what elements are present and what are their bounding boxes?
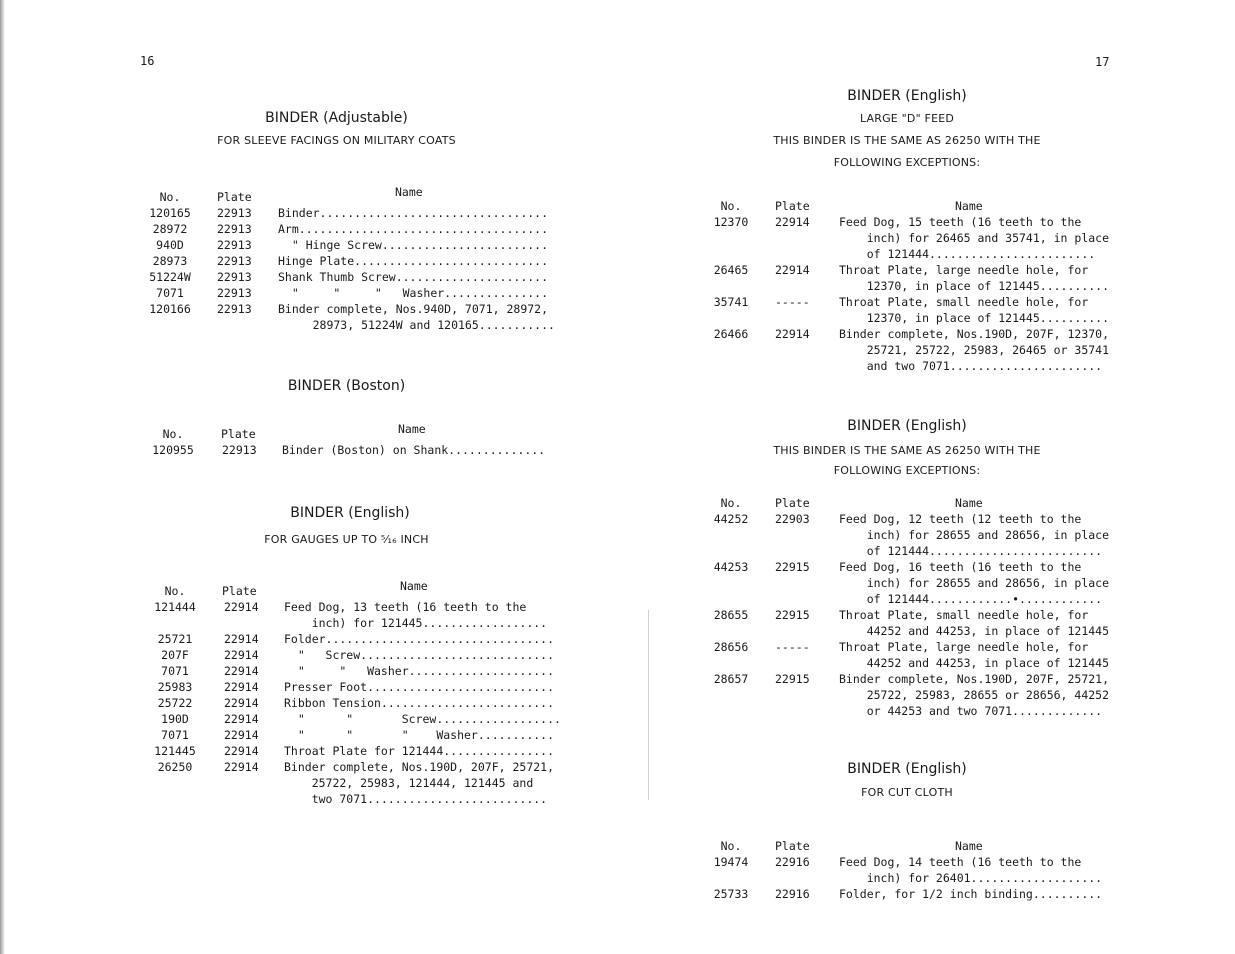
part-name: " " Washer..................... [284, 664, 555, 678]
part-name: Binder complete, Nos.190D, 207F, 25721, [284, 760, 555, 774]
page-number-left: 16 [140, 54, 155, 68]
part-number: 940D [156, 238, 184, 252]
part-number: 28655 [713, 608, 749, 622]
table-header [701, 199, 1141, 215]
plate-number: 22914 [224, 712, 259, 726]
header-name: Name [955, 199, 983, 213]
part-name: Throat Plate, large needle hole, for [839, 640, 1089, 654]
section-subtitle-adjustable: FOR SLEEVE FACINGS ON MILITARY COATS [217, 134, 456, 147]
part-name-continued: of 121444......................... [839, 544, 1103, 558]
plate-number: 22913 [217, 238, 252, 252]
plate-number: 22914 [775, 215, 810, 229]
part-number: 19474 [713, 855, 749, 869]
table-row [145, 632, 585, 648]
part-name: Throat Plate, large needle hole, for [839, 263, 1089, 277]
plate-number: 22914 [224, 760, 259, 774]
table-row [701, 295, 1141, 311]
table-row [140, 302, 580, 318]
part-name: Folder, for 1/2 inch binding.......... [839, 887, 1103, 901]
header-name: Name [395, 185, 423, 199]
part-number: 7071 [156, 286, 184, 300]
table-row [140, 206, 580, 222]
plate-number: 22914 [775, 327, 810, 341]
plate-number: 22915 [775, 672, 810, 686]
table-row [701, 855, 1141, 871]
section-title-large-d: BINDER (English) [847, 88, 967, 104]
table-row [145, 664, 585, 680]
part-name: Arm.................................... [278, 222, 549, 236]
table-row [145, 696, 585, 712]
header-no: No. [720, 839, 742, 853]
table-row [145, 728, 585, 744]
part-name: Binder complete, Nos.190D, 207F, 25721, [839, 672, 1110, 686]
table-header [145, 579, 585, 600]
part-name: " " Screw.................. [284, 712, 561, 726]
header-plate: Plate [775, 839, 810, 853]
part-number: 26465 [713, 263, 749, 277]
plate-number: ----- [775, 295, 810, 309]
plate-number: 22914 [224, 696, 259, 710]
table-row [145, 744, 585, 760]
part-name-continued: 25722, 25983, 121444, 121445 and [284, 776, 534, 790]
plate-number: 22913 [217, 222, 252, 236]
plate-number: 22913 [217, 302, 252, 316]
section-note-line2: FOLLOWING EXCEPTIONS: [833, 464, 981, 477]
part-number: 28972 [152, 222, 188, 236]
plate-number: 22914 [224, 664, 259, 678]
plate-number: 22914 [775, 263, 810, 277]
left-page [0, 0, 617, 954]
part-number: 28657 [713, 672, 749, 686]
part-name: " " " Washer............... [278, 286, 549, 300]
part-number: 25721 [157, 632, 193, 646]
part-name-continued: 44252 and 44253, in place of 121445 [839, 656, 1110, 670]
part-number: 51224W [149, 270, 191, 284]
table-row [145, 600, 585, 616]
part-name: Binder................................. [278, 206, 549, 220]
table-header [701, 839, 1141, 855]
section-note-line1: THIS BINDER IS THE SAME AS 26250 WITH THE [773, 444, 1041, 457]
section-note-line2: FOLLOWING EXCEPTIONS: [833, 156, 981, 169]
plate-number: 22914 [224, 728, 259, 742]
header-name: Name [955, 496, 983, 510]
header-plate: Plate [775, 199, 810, 213]
header-no: No. [164, 584, 186, 598]
part-name: " " " Washer........... [284, 728, 555, 742]
part-name-continued: 12370, in place of 121445.......... [839, 311, 1110, 325]
part-name: Feed Dog, 15 teeth (16 teeth to the [839, 215, 1082, 229]
part-name: Feed Dog, 14 teeth (16 teeth to the [839, 855, 1082, 869]
plate-number: 22914 [224, 648, 259, 662]
parts-table-cut-cloth [701, 839, 1141, 903]
table-row [701, 560, 1141, 576]
part-name-continued: 28973, 51224W and 120165........... [278, 318, 555, 332]
section-note-line1: THIS BINDER IS THE SAME AS 26250 WITH THE [773, 134, 1041, 147]
plate-number: 22914 [224, 632, 259, 646]
parts-table-exceptions [701, 496, 1141, 720]
plate-number: 22914 [224, 680, 259, 694]
table-row [145, 760, 585, 776]
table-row [145, 680, 585, 696]
header-plate: Plate [222, 584, 257, 598]
plate-number: 22915 [775, 608, 810, 622]
part-name-continued: inch) for 28655 and 28656, in place [839, 576, 1110, 590]
plate-number: 22915 [775, 560, 810, 574]
part-name-continued: or 44253 and two 7071............. [839, 704, 1103, 718]
part-number: 121445 [154, 744, 196, 758]
part-name: " Screw............................ [284, 648, 555, 662]
section-subtitle-english-gauges: FOR GAUGES UP TO ⁵⁄₁₆ INCH [264, 533, 429, 546]
table-header [140, 185, 580, 206]
part-name-continued: and two 7071...................... [839, 359, 1103, 373]
part-number: 44252 [713, 512, 749, 526]
table-row [701, 640, 1141, 656]
part-number: 120166 [149, 302, 191, 316]
part-name-continued: 25722, 25983, 28655 or 28656, 44252 [839, 688, 1110, 702]
part-number: 26250 [157, 760, 193, 774]
part-name-continued: 12370, in place of 121445.......... [839, 279, 1110, 293]
part-number: 7071 [161, 728, 189, 742]
plate-number: 22913 [217, 286, 252, 300]
part-name-continued: two 7071.......................... [284, 792, 548, 806]
section-title-cut-cloth: BINDER (English) [847, 761, 967, 777]
plate-number: 22914 [224, 744, 259, 758]
part-number: 207F [161, 648, 189, 662]
header-name: Name [398, 422, 426, 436]
part-name-continued: inch) for 26465 and 35741, in place [839, 231, 1110, 245]
part-name: Feed Dog, 16 teeth (16 teeth to the [839, 560, 1082, 574]
part-number: 120165 [149, 206, 191, 220]
plate-number: 22916 [775, 855, 810, 869]
section-subtitle-large-d: LARGE "D" FEED [859, 112, 955, 125]
table-row [701, 215, 1141, 231]
part-name-continued: 25721, 25722, 25983, 26465 or 35741 [839, 343, 1110, 357]
plate-number: 22914 [224, 600, 259, 614]
part-name: Ribbon Tension......................... [284, 696, 555, 710]
table-row [145, 648, 585, 664]
part-name-continued: of 121444........................ [839, 247, 1096, 261]
part-name-continued: of 121444............•............ [839, 592, 1103, 606]
header-no: No. [159, 190, 181, 204]
part-name: Binder (Boston) on Shank.............. [282, 443, 546, 457]
table-row [701, 327, 1141, 343]
table-row [143, 443, 583, 459]
part-name: Feed Dog, 13 teeth (16 teeth to the [284, 600, 527, 614]
header-no: No. [720, 496, 742, 510]
parts-table-large-d [701, 199, 1141, 375]
part-name: Binder complete, Nos.190D, 207F, 12370, [839, 327, 1110, 341]
table-row [701, 672, 1141, 688]
header-plate: Plate [221, 427, 256, 441]
part-number: 44253 [713, 560, 749, 574]
table-row [701, 512, 1141, 528]
section-title-boston: BINDER (Boston) [287, 378, 406, 394]
parts-table-adjustable [140, 185, 580, 334]
header-name: Name [955, 839, 983, 853]
section-title-exceptions: BINDER (English) [847, 418, 967, 434]
part-name: Throat Plate, small needle hole, for [839, 608, 1089, 622]
header-plate: Plate [775, 496, 810, 510]
section-title-adjustable: BINDER (Adjustable) [265, 110, 408, 126]
plate-number: 22913 [217, 254, 252, 268]
section-title-english-gauges: BINDER (English) [290, 505, 410, 521]
page-number-right: 17 [1095, 55, 1110, 69]
table-row [701, 887, 1141, 903]
plate-number: ----- [775, 640, 810, 654]
table-row [701, 608, 1141, 624]
part-name: Binder complete, Nos.940D, 7071, 28972, [278, 302, 549, 316]
part-name: Folder................................. [284, 632, 555, 646]
right-page [617, 0, 1235, 954]
parts-table-english-gauges [145, 579, 585, 808]
plate-number: 22913 [217, 206, 252, 220]
plate-number: 22916 [775, 887, 810, 901]
part-number: 28973 [152, 254, 188, 268]
part-name: Shank Thumb Screw...................... [278, 270, 549, 284]
table-row [140, 270, 580, 286]
part-name: Hinge Plate............................ [278, 254, 549, 268]
part-name: Presser Foot........................... [284, 680, 555, 694]
table-header [701, 496, 1141, 512]
table-row [140, 238, 580, 254]
header-plate: Plate [217, 190, 252, 204]
header-no: No. [720, 199, 742, 213]
part-number: 7071 [161, 664, 189, 678]
table-row [701, 263, 1141, 279]
part-name-continued: inch) for 28655 and 28656, in place [839, 528, 1110, 542]
table-row [140, 254, 580, 270]
table-row [140, 286, 580, 302]
table-header [143, 422, 583, 443]
part-number: 121444 [154, 600, 196, 614]
part-name: " Hinge Screw........................ [278, 238, 549, 252]
part-name-continued: inch) for 26401................... [839, 871, 1103, 885]
plate-number: 22913 [222, 443, 257, 457]
part-number: 25722 [157, 696, 193, 710]
plate-number: 22913 [217, 270, 252, 284]
part-name: Throat Plate, small needle hole, for [839, 295, 1089, 309]
part-number: 35741 [713, 295, 749, 309]
part-number: 25733 [713, 887, 749, 901]
part-name-continued: inch) for 121445.................. [284, 616, 548, 630]
header-name: Name [400, 579, 428, 593]
part-name-continued: 44252 and 44253, in place of 121445 [839, 624, 1110, 638]
part-number: 28656 [713, 640, 749, 654]
part-number: 25983 [157, 680, 193, 694]
parts-table-boston [143, 422, 583, 459]
part-name: Feed Dog, 12 teeth (12 teeth to the [839, 512, 1082, 526]
plate-number: 22903 [775, 512, 810, 526]
section-subtitle-cut-cloth: FOR CUT CLOTH [861, 786, 953, 799]
part-number: 12370 [713, 215, 749, 229]
part-name: Throat Plate for 121444................ [284, 744, 555, 758]
table-row [140, 222, 580, 238]
part-number: 120955 [152, 443, 194, 457]
header-no: No. [162, 427, 184, 441]
table-row [145, 712, 585, 728]
part-number: 26466 [713, 327, 749, 341]
part-number: 190D [161, 712, 189, 726]
